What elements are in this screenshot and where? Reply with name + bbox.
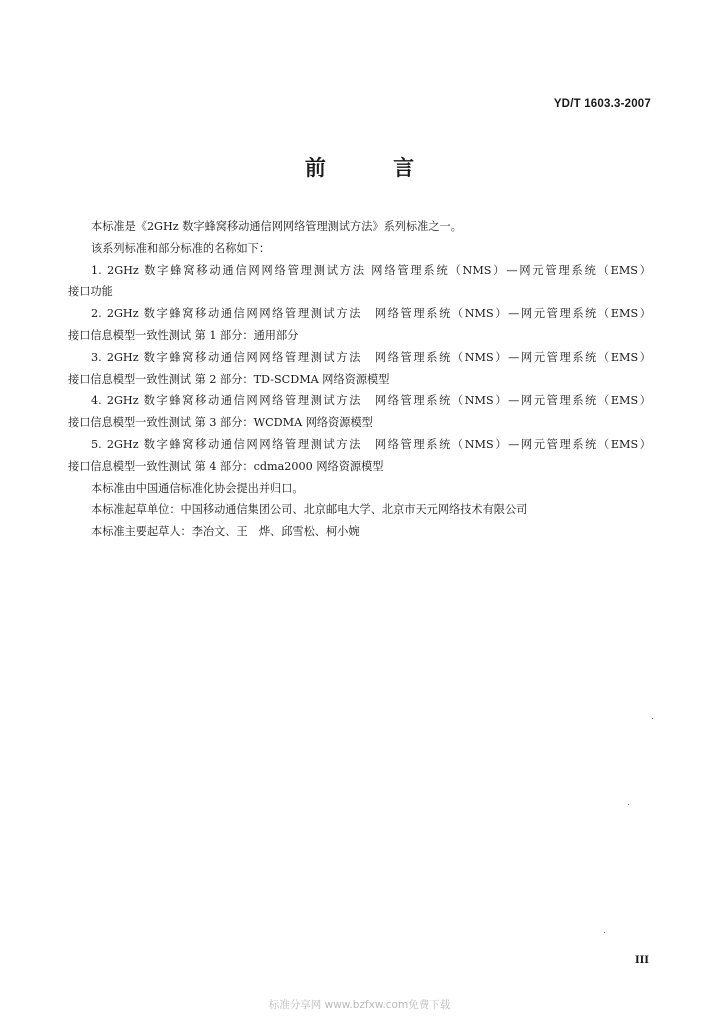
page-number: III [634, 955, 649, 966]
page-title: 前 言 [304, 156, 445, 180]
list-item-line2: 接口信息模型一致性测试 第 3 部分：WCDMA 网络资源模型 [68, 416, 373, 430]
standard-code: YD/T 1603.3-2007 [553, 98, 651, 110]
list-item-line2: 接口信息模型一致性测试 第 2 部分：TD-SCDMA 网络资源模型 [68, 372, 390, 386]
list-item-line1: 1. 2GHz 数字蜂窝移动通信网网络管理测试方法 网络管理系统（NMS）—网元管理系统（EMS） [91, 263, 651, 277]
authority-paragraph: 本标准由中国通信标准化协会提出并归口。 [91, 481, 304, 495]
list-item-line1: 4. 2GHz 数字蜂窝移动通信网网络管理测试方法 网络管理系统（NMS）—网元管理系统（EMS） [91, 394, 651, 408]
list-item [68, 260, 651, 304]
list-item [68, 303, 651, 347]
list-item [68, 434, 651, 478]
drafters-paragraph: 本标准主要起草人：李冶文、王 烨、邱雪松、柯小婉 [91, 525, 360, 539]
list-item [68, 347, 651, 391]
scan-speck [628, 804, 629, 805]
drafting-units-paragraph: 本标准起草单位：中国移动通信集团公司、北京邮电大学、北京市天元网络技术有限公司 [91, 503, 528, 517]
list-item [68, 390, 651, 434]
list-item-line2: 接口功能 [68, 285, 113, 299]
list-item-line1: 3. 2GHz 数字蜂窝移动通信网网络管理测试方法 网络管理系统（NMS）—网元管理系统（EMS） [91, 350, 651, 364]
series-intro-paragraph: 该系列标准和部分标准的名称如下： [91, 241, 271, 255]
watermark: 标准分享网 www.bzfxw.com免费下载 [268, 999, 451, 1011]
list-item-line2: 接口信息模型一致性测试 第 4 部分：cdma2000 网络资源模型 [68, 459, 384, 473]
scan-speck [652, 718, 653, 719]
intro-paragraph: 本标准是《2GHz 数字蜂窝移动通信网网络管理测试方法》系列标准之一。 [91, 220, 462, 233]
list-item-line1: 5. 2GHz 数字蜂窝移动通信网网络管理测试方法 网络管理系统（NMS）—网元管理系统（EMS） [91, 437, 651, 451]
list-item-line2: 接口信息模型一致性测试 第 1 部分：通用部分 [68, 328, 299, 342]
list-item-line1: 2. 2GHz 数字蜂窝移动通信网网络管理测试方法 网络管理系统（NMS）—网元管理系统（EMS） [91, 307, 651, 321]
scan-speck [604, 932, 605, 933]
preface-body [68, 216, 651, 543]
